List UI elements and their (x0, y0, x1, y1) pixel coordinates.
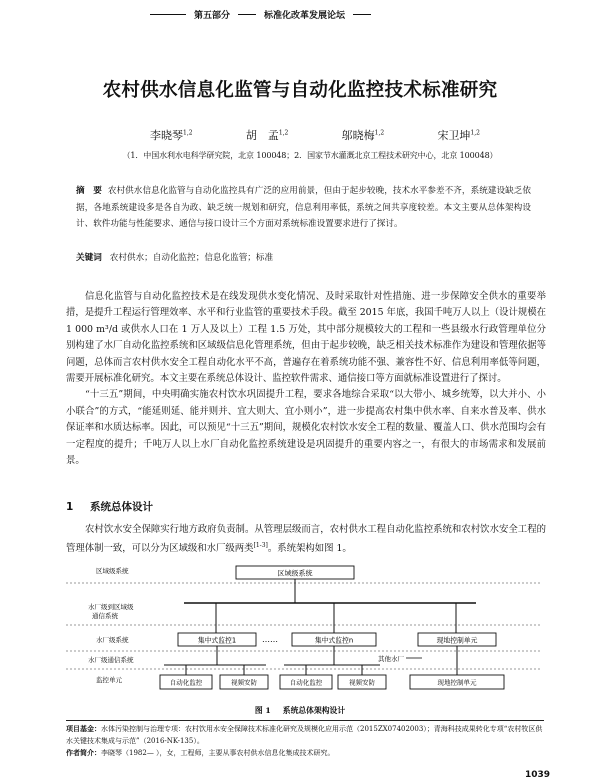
level-label: 监控单元 (96, 676, 122, 684)
abstract-label: 摘 要 (76, 186, 102, 196)
header-topic: 标准化改革发展论坛 (264, 10, 346, 21)
author: 李晓琴$^{1,2}$ (150, 129, 193, 142)
local-control-label: 现地控制单元 (436, 636, 478, 645)
author-list (150, 127, 480, 143)
page-number: 1039 (525, 770, 551, 780)
header-rule (238, 14, 256, 15)
figure-caption-text: 系统总体架构设计 (282, 706, 346, 715)
level-label-line2: 通信系统 (92, 612, 118, 620)
figure-caption (0, 705, 600, 716)
footnote-divider (66, 720, 544, 721)
section-title: 系统总体设计 (90, 501, 153, 513)
regional-system-label: 区域级系统 (277, 569, 313, 578)
body-text (66, 289, 546, 469)
header-rule (353, 14, 371, 15)
level-label (88, 602, 134, 620)
author: 胡 孟$^{1,2}$ (245, 129, 289, 142)
plant-monitor-label: 集中式监控n (314, 636, 354, 645)
running-header (150, 6, 410, 22)
monitoring-unit-label: 现地控制单元 (437, 678, 477, 687)
header-rule (150, 14, 186, 15)
footnote: 作者简介：李晓琴（1982— ），女，工程师，主要从事农村供水信息化集成技术研究。 (66, 749, 335, 757)
ellipsis: …… (262, 635, 278, 644)
level-label: 区域级系统 (96, 567, 129, 575)
citation[interactable]: [1-3] (253, 542, 268, 550)
level-label: 水厂级通信系统 (88, 656, 134, 664)
paragraph: 农村饮水安全保障实行地方政府负责制。从管理层级而言，农村供水工程自动化监控系统和农村饮水安全工程的管理体制一致，可以分为区域级和水厂级两类[1-3]。系统架构如图 1。 (66, 524, 546, 555)
author: 邬晓梅$^{1,2}$ (341, 129, 385, 142)
paper-title: 农村供水信息化监管与自动化监控技术标准研究 (102, 80, 498, 101)
abstract-text: 农村供水信息化监管与自动化监控具有广泛的应用前景，但由于起步较晚，技术水平参差不齐，系统建设缺乏依据，各地系统建设多是各自为政、缺乏统一规划和研究，信息利用率低，系统之间共享度较差。本文主要从总体架构设计、软件功能与性能要求、通信与接口设计三个方面对系统标准设置要求进行了探讨。 (76, 186, 531, 229)
monitoring-unit-label: 视频安防 (231, 678, 257, 687)
footnote: 项目基金：水体污染控制与治理专项：农村饮用水安全保障技术标准化研究及规模化应用示范（2015ZX07402003）；青海科技成果转化专项“农村牧区供水关键技术集成与示范”（2016-NK-135）。 (66, 725, 543, 745)
monitoring-unit-label: 自动化监控 (169, 678, 203, 687)
keywords (76, 250, 531, 266)
monitoring-unit-label: 视频安防 (349, 678, 375, 687)
level-label: 水厂级系统 (96, 636, 129, 644)
section-heading (66, 499, 153, 514)
affiliation: （1．中国水利水电科学研究院，北京 100048；2．国家节水灌溉北京工程技术研究中心，北京 100048） (122, 151, 498, 160)
keywords-label: 关键词 (76, 253, 102, 263)
footnotes (66, 723, 544, 759)
level-dividers (66, 583, 542, 669)
header-section: 第五部分 (194, 10, 231, 21)
section-number: 1 (66, 501, 74, 513)
paragraph: 信息化监管与自动化监控技术是在线发现供水变化情况、及时采取针对性措施、进一步保障安全供水的重要举措，是提升工程运行管理效率、水平和行业监管的重要技术手段。截至 2015 年底，我国千吨万人以上（设计规模在 1 000 m³/d 或供水人口在 1 万人及以上）工程 1.5 万处，其中部分规模较大的工程和一些县级水行政管理单位分别构建了水厂自动化监控系统和区域级信息化管理系统，但由于起步较晚，缺乏相关技术标准作为建设和管理依据等问题，总体而言农村供水安全工程自动化水平不高，普遍存在着系统功能不强、兼容性不好、信息利用率低等问题，需要开展标准化研究。本文主要在系统总体设计、监控软件需求、通信接口等方面就标准设置进行了探讨。 (66, 291, 546, 385)
architecture-diagram (66, 565, 542, 701)
keywords-text: 农村供水；自动化监控；信息化监管；标准 (109, 253, 274, 263)
plant-monitor-label: 集中式监控1 (197, 636, 237, 645)
monitoring-unit-label: 自动化监控 (289, 678, 323, 687)
abstract (76, 183, 531, 233)
paragraph: “十三五”期间，中央明确实施农村饮水巩固提升工程，要求各地综合采取“以大带小、城乡统筹，以大并小、小小联合”的方式，“能延则延、能并则并、宜大则大、宜小则小”，进一步提高农村集中供水率、自来水普及率、供水保证率和水质达标率。因此，可以预见“十三五”期间，规模化农村饮水安全工程的数量、覆盖人口、供水范围均会有一定程度的提升；千吨万人以上水厂自动化监控系统建设是巩固提升的重要内容之一，有很大的市场需求和发展前景。 (66, 389, 546, 467)
level-label-line1: 水厂级到区域级 (88, 603, 134, 611)
other-plants-label: 其他水厂 (378, 655, 404, 663)
author: 宋卫坤$^{1,2}$ (437, 129, 480, 142)
section-text (66, 522, 546, 558)
figure-number: 图 1 (254, 706, 271, 715)
